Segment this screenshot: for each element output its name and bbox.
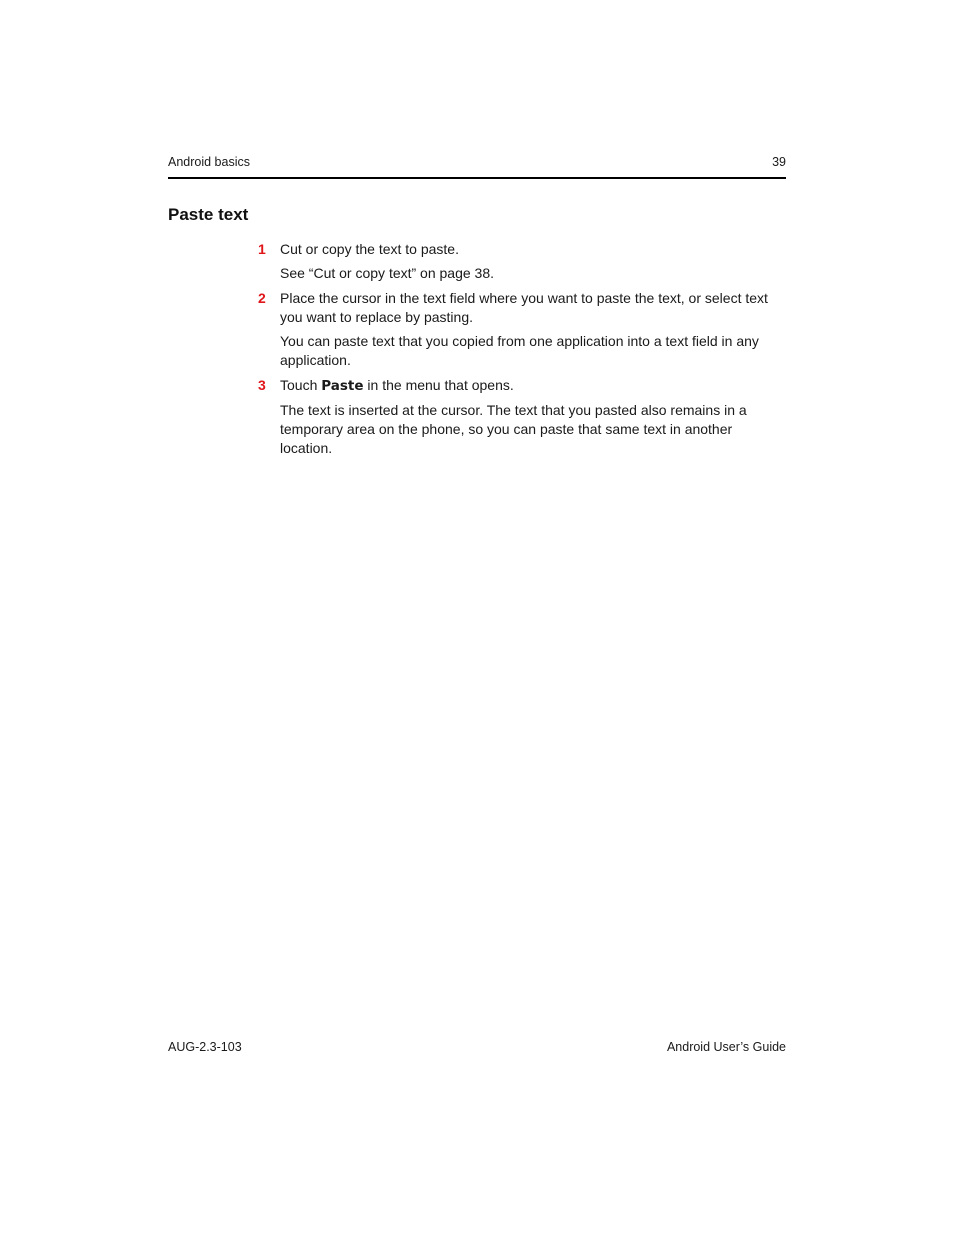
step-text-after: in the menu that opens. bbox=[363, 377, 514, 393]
document-id: AUG-2.3-103 bbox=[168, 1040, 242, 1054]
step-note: See “Cut or copy text” on page 38. bbox=[280, 265, 495, 281]
running-header bbox=[168, 155, 786, 179]
step-number: 1 bbox=[258, 241, 266, 257]
step-note: You can paste text that you copied from one application into a text field in any application. bbox=[280, 333, 759, 368]
steps-list bbox=[258, 240, 786, 458]
step-3 bbox=[258, 376, 786, 458]
document-title: Android User’s Guide bbox=[666, 1040, 786, 1054]
step-2 bbox=[258, 289, 786, 370]
page-number: 39 bbox=[772, 155, 786, 169]
step-text-before: Touch bbox=[280, 377, 322, 393]
step-number: 3 bbox=[258, 377, 266, 393]
step-1 bbox=[258, 240, 786, 283]
section-title: Android basics bbox=[168, 155, 250, 169]
step-text: Cut or copy the text to paste. bbox=[280, 241, 459, 257]
section-heading: Paste text bbox=[168, 205, 249, 224]
step-text bbox=[280, 376, 786, 396]
step-number: 2 bbox=[258, 290, 266, 306]
paste-command: Paste bbox=[321, 378, 364, 394]
step-note: The text is inserted at the cursor. The text that you pasted also remains in a temporary area on the phone, so you can paste that same text in another location. bbox=[280, 402, 747, 456]
step-text: Place the cursor in the text field where you want to paste the text, or select text you want to replace by pasting. bbox=[280, 290, 768, 325]
